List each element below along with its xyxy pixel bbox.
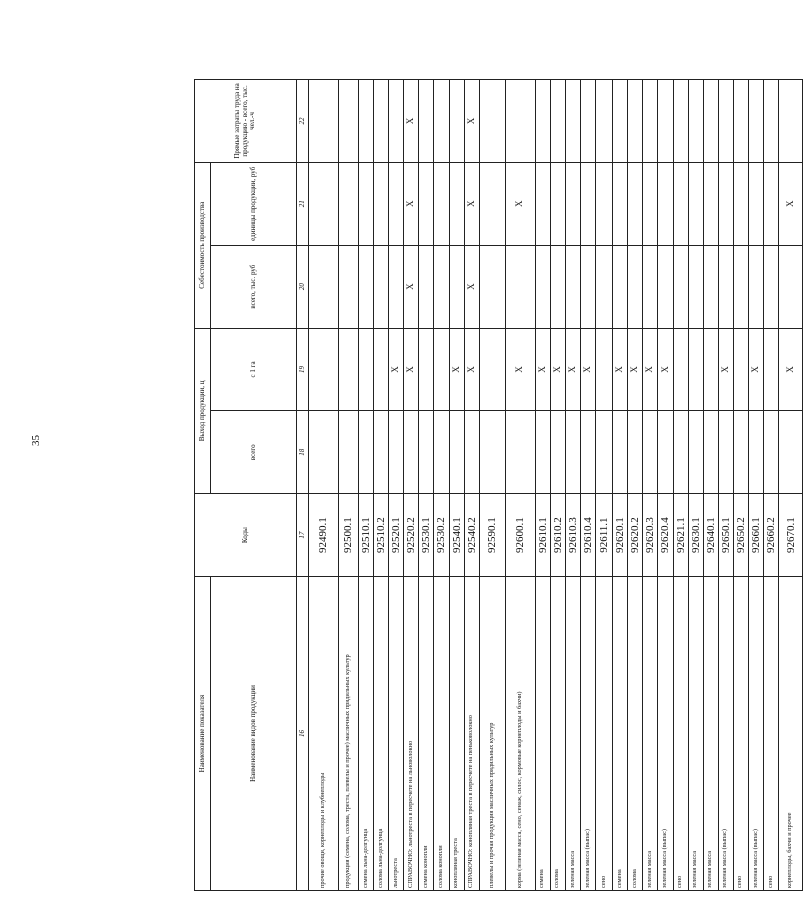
output-total-cell [688,411,703,494]
product-name-cell: продукция (семена, солома, треста, плевелы и прочее) масличных прядильных культур [339,577,359,891]
output-total-cell [449,411,464,494]
product-name-cell: плевелы и прочая продукция масличных прядильных культур [479,577,505,891]
cost-per-unit-cell [389,162,404,245]
table-row [688,80,703,891]
output-total-cell [628,411,643,494]
output-per-ha-cell [359,328,374,411]
output-per-ha-cell [688,328,703,411]
product-name-cell: семена [613,577,628,891]
code-cell: 92590.1 [479,494,505,577]
product-name-cell: зеленая масса (выпас) [658,577,673,891]
code-cell: 92640.1 [703,494,718,577]
cost-per-unit-cell: X [404,162,419,245]
column-number-19: 19 [297,328,309,411]
cost-per-unit-cell [748,162,763,245]
cost-total-cell [309,245,339,328]
cost-total-cell [374,245,389,328]
cost-per-unit-cell [309,162,339,245]
product-name-cell: корнеплоды, бахчи и прочее [779,577,803,891]
output-per-ha-cell: X [505,328,535,411]
product-name-cell: солома льна-долгунца [374,577,389,891]
column-number-16: 16 [297,577,309,891]
output-total-cell [748,411,763,494]
cost-per-unit-cell [688,162,703,245]
cost-per-unit-cell [339,162,359,245]
page-number: 35 [30,435,42,446]
labor-cell [779,80,803,163]
output-per-ha-cell: X [581,328,596,411]
output-total-cell [309,411,339,494]
cost-per-unit-cell [434,162,449,245]
product-name-cell: солома [550,577,565,891]
codes-header: Коды [195,494,297,577]
output-per-ha-cell: X [535,328,550,411]
code-cell: 92490.1 [309,494,339,577]
labor-cell [550,80,565,163]
labor-header: Прямые затраты труда на продукцию - всего, тыс. чел.-ч [195,80,297,163]
cost-total-cell [718,245,733,328]
code-cell: 92540.1 [449,494,464,577]
table-row [718,80,733,891]
code-cell: 92520.1 [389,494,404,577]
product-name-cell: семена конопли [419,577,434,891]
output-per-ha-cell [764,328,779,411]
cost-per-unit-cell [419,162,434,245]
labor-cell: X [404,80,419,163]
output-total-cell [374,411,389,494]
labor-cell [764,80,779,163]
table-row [535,80,550,891]
output-per-ha-cell [309,328,339,411]
output-per-ha-cell: X [748,328,763,411]
cost-per-unit-cell [703,162,718,245]
cost-total-cell [479,245,505,328]
code-cell: 92620.4 [658,494,673,577]
cost-per-unit-cell: X [505,162,535,245]
table-row [389,80,404,891]
output-per-ha-cell [703,328,718,411]
column-number-20: 20 [297,245,309,328]
code-cell: 92540.2 [464,494,479,577]
output-total-cell [718,411,733,494]
product-name-cell: сено [764,577,779,891]
product-name-cell: сено [673,577,688,891]
cost-total-cell [703,245,718,328]
cost-total-cell [779,245,803,328]
output-total-cell [613,411,628,494]
cost-total-cell [535,245,550,328]
table-row [359,80,374,891]
code-cell: 92610.2 [550,494,565,577]
labor-cell [565,80,580,163]
output-per-ha-cell [673,328,688,411]
product-name-cell: семена [535,577,550,891]
output-total-cell [434,411,449,494]
code-cell: 92500.1 [339,494,359,577]
labor-cell [658,80,673,163]
production-cost-table [194,79,803,891]
cost-total-cell [581,245,596,328]
product-name-cell: солома конопли [434,577,449,891]
table-row [596,80,613,891]
labor-cell [733,80,748,163]
cost-per-unit-cell: X [464,162,479,245]
labor-cell [581,80,596,163]
product-name-cell: зеленая масса (выпас) [581,577,596,891]
labor-cell [643,80,658,163]
output-per-ha-header: с 1 га [211,328,297,411]
code-cell: 92510.2 [374,494,389,577]
table-row [628,80,643,891]
output-per-ha-cell [434,328,449,411]
cost-total-cell [658,245,673,328]
table-row [643,80,658,891]
labor-cell [596,80,613,163]
labor-cell [613,80,628,163]
code-cell: 92650.1 [718,494,733,577]
product-name-cell: СПРАВОЧНО: льнотреста в пересчете на льноволокно [404,577,419,891]
table-row [764,80,779,891]
cost-total-cell [596,245,613,328]
cost-per-unit-cell [613,162,628,245]
cost-total-cell: X [404,245,419,328]
output-total-cell [404,411,419,494]
code-cell: 92611.1 [596,494,613,577]
code-cell: 92670.1 [779,494,803,577]
output-total-cell [550,411,565,494]
output-total-cell [479,411,505,494]
code-cell: 92530.1 [419,494,434,577]
output-total-cell [643,411,658,494]
column-number-22: 22 [297,80,309,163]
output-per-ha-cell: X [389,328,404,411]
indicator-name-header: Наименование показателя [195,577,211,891]
labor-cell [703,80,718,163]
table-row [550,80,565,891]
code-cell: 92510.1 [359,494,374,577]
labor-cell [309,80,339,163]
code-cell: 92620.1 [613,494,628,577]
output-per-ha-cell [339,328,359,411]
output-per-ha-cell [419,328,434,411]
cost-per-unit-cell [658,162,673,245]
output-total-cell [359,411,374,494]
cost-per-unit-cell [479,162,505,245]
output-total-cell [703,411,718,494]
product-name-cell: солома [628,577,643,891]
cost-per-unit-cell [550,162,565,245]
table-row [464,80,479,891]
column-number-21: 21 [297,162,309,245]
cost-total-cell [628,245,643,328]
product-name-cell: сено [733,577,748,891]
output-per-ha-cell: X [613,328,628,411]
cost-per-unit-cell [718,162,733,245]
table-row [309,80,339,891]
table-row [565,80,580,891]
cost-per-unit-cell [643,162,658,245]
product-name-cell: сено [596,577,613,891]
cost-per-unit-cell [449,162,464,245]
cost-total-header: всего, тыс. руб [211,245,297,328]
cost-total-cell [550,245,565,328]
output-total-cell [658,411,673,494]
table-row [613,80,628,891]
labor-cell [718,80,733,163]
cost-total-cell [389,245,404,328]
output-per-ha-cell: X [404,328,419,411]
cost-per-unit-cell [374,162,389,245]
product-name-cell: зеленая масса [703,577,718,891]
product-name-cell: прочие овощи, корнеплоды и клубнеплоды [309,577,339,891]
output-group-header: Выход продукции, ц [195,328,211,494]
output-per-ha-cell: X [628,328,643,411]
cost-per-unit-cell [581,162,596,245]
product-name-cell: зеленая масса [643,577,658,891]
cost-total-cell [434,245,449,328]
output-per-ha-cell [479,328,505,411]
product-name-cell: семена льна-долгунца [359,577,374,891]
code-cell: 92650.2 [733,494,748,577]
output-per-ha-cell: X [718,328,733,411]
cost-total-cell [764,245,779,328]
cost-per-unit-cell [359,162,374,245]
code-cell: 92621.1 [673,494,688,577]
output-per-ha-cell: X [565,328,580,411]
output-per-ha-cell: X [658,328,673,411]
cost-per-unit-cell [673,162,688,245]
labor-cell [688,80,703,163]
table-row [419,80,434,891]
cost-total-cell [359,245,374,328]
product-name-cell: льнотреста [389,577,404,891]
labor-cell [434,80,449,163]
output-total-header: всего [211,411,297,494]
column-number-17: 17 [297,494,309,577]
output-per-ha-cell: X [643,328,658,411]
cost-total-cell: X [464,245,479,328]
cost-per-unit-cell [733,162,748,245]
output-total-cell [505,411,535,494]
output-per-ha-cell: X [449,328,464,411]
labor-cell [339,80,359,163]
code-cell: 92630.1 [688,494,703,577]
cost-total-cell [733,245,748,328]
output-per-ha-cell [374,328,389,411]
product-name-cell: зеленая масса (выпас) [718,577,733,891]
cost-per-unit-cell [565,162,580,245]
cost-per-unit-cell [535,162,550,245]
product-name-header: Наименование видов продукции [211,577,297,891]
cost-total-cell [565,245,580,328]
code-cell: 92660.1 [748,494,763,577]
table-row [658,80,673,891]
table-row [733,80,748,891]
cost-per-unit-cell [764,162,779,245]
labor-cell [748,80,763,163]
labor-cell [673,80,688,163]
product-name-cell: зеленая масса [565,577,580,891]
output-total-cell [565,411,580,494]
output-total-cell [464,411,479,494]
cost-group-header: Себестоимость производства [195,162,211,328]
cost-total-cell [505,245,535,328]
code-cell: 92610.1 [535,494,550,577]
output-per-ha-cell: X [779,328,803,411]
labor-cell [374,80,389,163]
output-total-cell [673,411,688,494]
labor-cell [359,80,374,163]
table-row [748,80,763,891]
output-per-ha-cell: X [464,328,479,411]
cost-total-cell [748,245,763,328]
product-name-cell: СПРАВОЧНО: конопляная треста в пересчете на пеньковолокно [464,577,479,891]
output-total-cell [596,411,613,494]
table-row [505,80,535,891]
table-row [479,80,505,891]
output-total-cell [419,411,434,494]
cost-total-cell [419,245,434,328]
code-cell: 92660.2 [764,494,779,577]
output-total-cell [339,411,359,494]
cost-total-cell [673,245,688,328]
code-cell: 92610.4 [581,494,596,577]
output-per-ha-cell [733,328,748,411]
labor-cell [505,80,535,163]
cost-per-unit-cell [628,162,643,245]
output-total-cell [389,411,404,494]
output-total-cell [733,411,748,494]
labor-cell [449,80,464,163]
column-number-18: 18 [297,411,309,494]
labor-cell [389,80,404,163]
table-row [779,80,803,891]
output-total-cell [764,411,779,494]
product-name-cell: зеленая масса (выпас) [748,577,763,891]
cost-total-cell [613,245,628,328]
labor-cell: X [464,80,479,163]
table-row [673,80,688,891]
table-row [404,80,419,891]
output-total-cell [581,411,596,494]
labor-cell [479,80,505,163]
table-row [374,80,389,891]
code-cell: 92620.2 [628,494,643,577]
output-total-cell [779,411,803,494]
output-per-ha-cell: X [550,328,565,411]
table-row [703,80,718,891]
cost-total-cell [339,245,359,328]
product-name-cell: корма (зеленая масса, сено, сенаж, силос, кормовые корнеплоды и бахчи) [505,577,535,891]
cost-total-cell [449,245,464,328]
table-row [581,80,596,891]
code-cell: 92520.2 [404,494,419,577]
table-row [449,80,464,891]
labor-cell [419,80,434,163]
statistics-table-sheet [194,79,797,891]
product-name-cell: конопляная треста [449,577,464,891]
output-per-ha-cell [596,328,613,411]
table-row [339,80,359,891]
labor-cell [535,80,550,163]
output-total-cell [535,411,550,494]
table-row [434,80,449,891]
cost-total-cell [688,245,703,328]
cost-per-unit-cell [596,162,613,245]
product-name-cell: зеленая масса [688,577,703,891]
cost-per-unit-header: единицы продукции, руб [211,162,297,245]
cost-total-cell [643,245,658,328]
cost-per-unit-cell: X [779,162,803,245]
code-cell: 92620.3 [643,494,658,577]
labor-cell [628,80,643,163]
code-cell: 92600.1 [505,494,535,577]
code-cell: 92530.2 [434,494,449,577]
code-cell: 92610.3 [565,494,580,577]
